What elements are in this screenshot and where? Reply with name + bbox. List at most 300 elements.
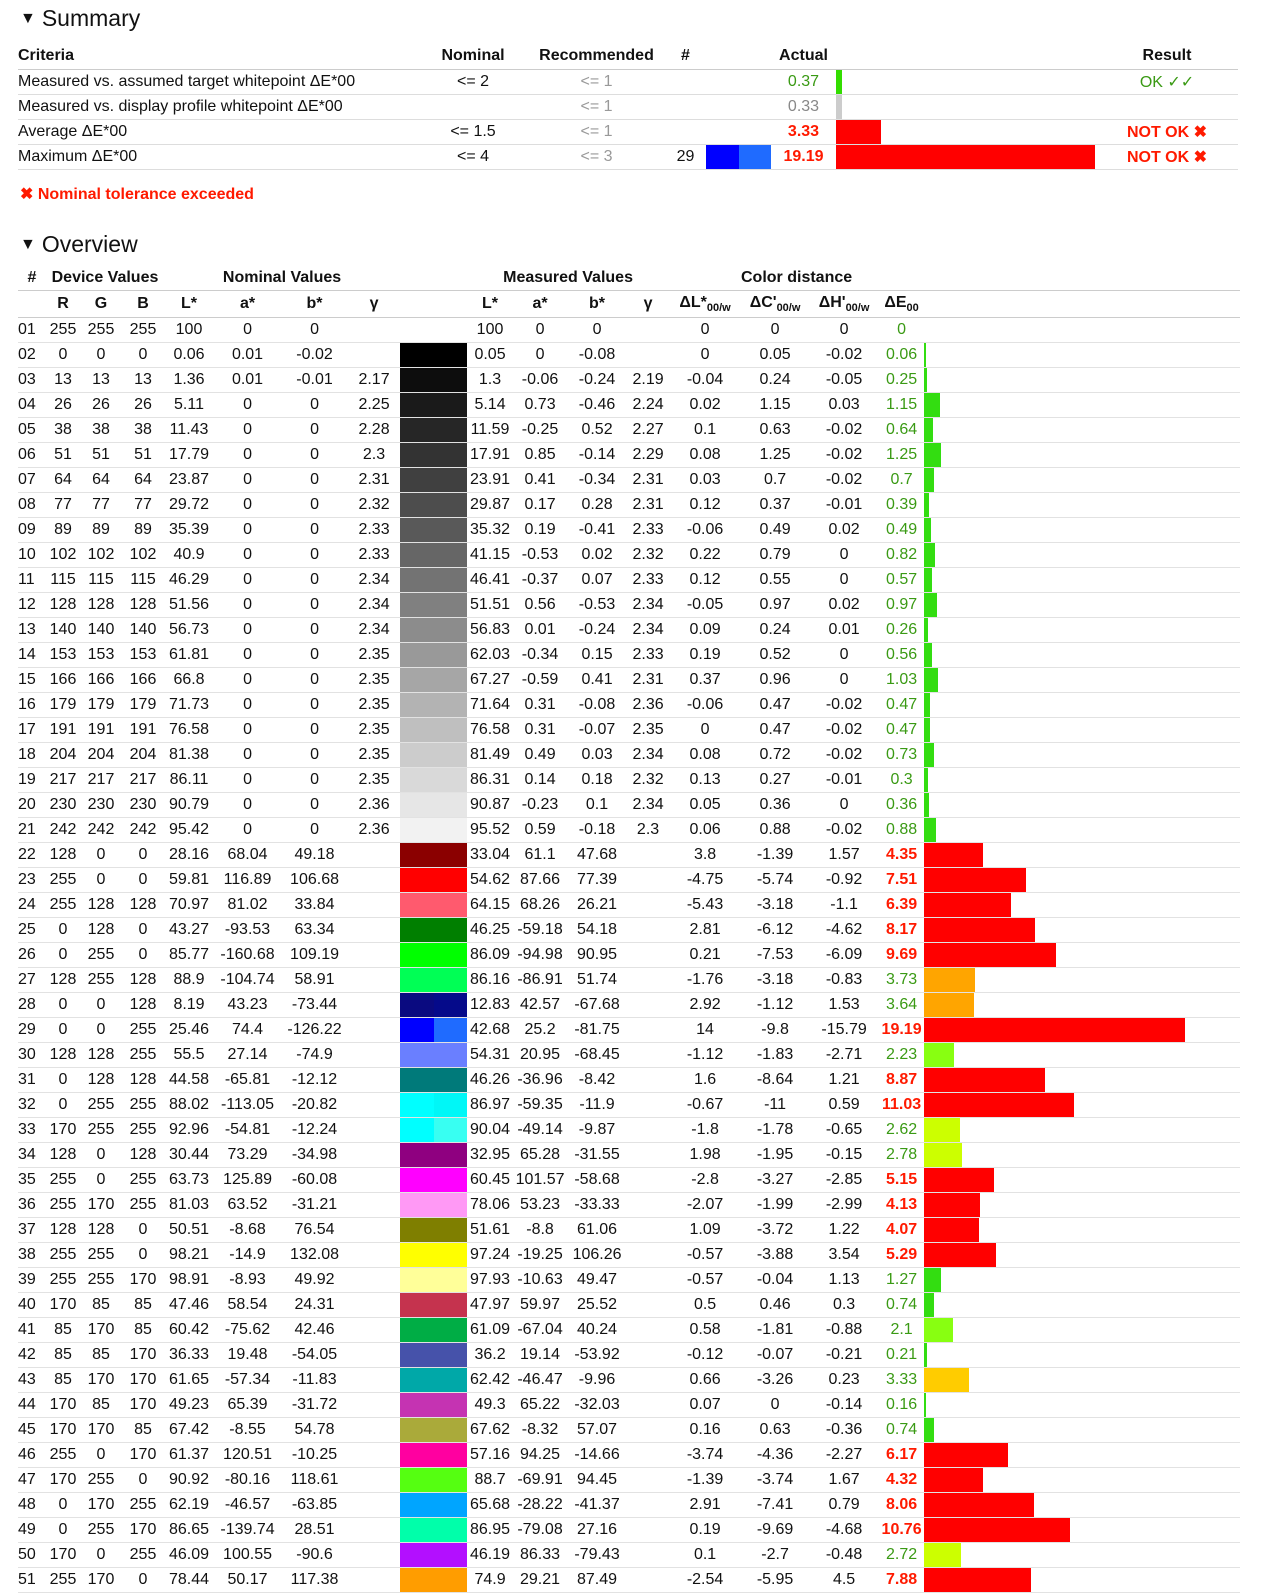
delta-c-cell: -0.04 [741, 1268, 809, 1293]
overview-row [18, 1268, 1240, 1293]
delta-c-cell: 0.47 [741, 693, 809, 718]
patch-number-cell: 01 [18, 318, 46, 343]
overview-row [18, 718, 1240, 743]
device-g-cell: 38 [80, 418, 122, 443]
measured-l-cell: 57.16 [467, 1443, 513, 1468]
device-g-cell: 128 [80, 918, 122, 943]
delta-l-cell: 0.66 [669, 1368, 741, 1393]
overview-heading[interactable] [20, 231, 138, 258]
nominal-a-cell: 19.48 [214, 1343, 281, 1368]
overview-row [18, 668, 1240, 693]
measured-l-cell: 17.91 [467, 443, 513, 468]
nominal-a-cell: 125.89 [214, 1168, 281, 1193]
delta-l-cell: 0.1 [669, 1543, 741, 1568]
device-g-cell: 26 [80, 393, 122, 418]
measured-l-cell: 46.26 [467, 1068, 513, 1093]
nominal-gamma-cell: 2.34 [348, 593, 400, 618]
patch-number-cell: 37 [18, 1218, 46, 1243]
measured-a-cell: 61.1 [513, 843, 567, 868]
measured-b-cell: -0.08 [567, 343, 627, 368]
nominal-swatch [400, 943, 434, 967]
delta-l-cell: -0.06 [669, 693, 741, 718]
delta-e-cell: 2.23 [879, 1043, 924, 1068]
device-r-cell: 0 [46, 1068, 80, 1093]
device-r-cell: 191 [46, 718, 80, 743]
delta-h-header: $\Delta H'_{00/w}$ [809, 291, 879, 318]
delta-h-cell: 0 [809, 643, 879, 668]
nominal-l-cell: 62.19 [164, 1493, 214, 1518]
color-swatch-cell [400, 793, 467, 818]
measured-b-cell: -0.07 [567, 718, 627, 743]
nominal-l-cell: 98.91 [164, 1268, 214, 1293]
delta-e-bar [924, 518, 931, 542]
overview-row [18, 1518, 1240, 1543]
measured-a-cell: -0.23 [513, 793, 567, 818]
nominal-a-cell: -57.34 [214, 1368, 281, 1393]
measured-swatch [434, 968, 468, 992]
measured-swatch [434, 1418, 468, 1442]
swatch-cell [706, 95, 771, 120]
device-g-cell: 115 [80, 568, 122, 593]
delta-c-cell: 0 [741, 318, 809, 343]
nominal-b-cell: 0 [281, 318, 348, 343]
nominal-swatch [400, 1168, 434, 1192]
delta-e-bar [924, 1068, 1045, 1092]
collapse-triangle-icon: ▼ [20, 236, 36, 253]
delta-l-cell: -2.07 [669, 1193, 741, 1218]
measured-swatch [434, 1368, 468, 1392]
overview-row [18, 868, 1240, 893]
nominal-gamma-cell: 2.32 [348, 493, 400, 518]
measured-l-cell: 42.68 [467, 1018, 513, 1043]
delta-e-cell: 0.49 [879, 518, 924, 543]
device-b-cell: 255 [122, 1493, 164, 1518]
nominal-swatch [400, 1318, 434, 1342]
overview-row [18, 568, 1240, 593]
measured-a-cell: -59.35 [513, 1093, 567, 1118]
device-r-cell: 0 [46, 1518, 80, 1543]
measured-a-cell: 0.49 [513, 743, 567, 768]
nominal-l-cell: 66.8 [164, 668, 214, 693]
nominal-gamma-cell: 2.33 [348, 518, 400, 543]
measured-l-cell: 60.45 [467, 1168, 513, 1193]
nominal-l-cell: 81.38 [164, 743, 214, 768]
nominal-a-cell: 0 [214, 668, 281, 693]
delta-l-cell: 2.92 [669, 993, 741, 1018]
delta-e-cell: 0.39 [879, 493, 924, 518]
nominal-a-cell: 0 [214, 768, 281, 793]
nominal-a-cell: -8.68 [214, 1218, 281, 1243]
delta-e-bar-cell [924, 1218, 1240, 1243]
delta-e-bar [924, 918, 1035, 942]
measured-b-cell: 49.47 [567, 1268, 627, 1293]
delta-e-bar [924, 593, 937, 617]
nominal-l-cell: 28.16 [164, 843, 214, 868]
delta-c-cell: 0.24 [741, 368, 809, 393]
delta-h-cell: 0 [809, 668, 879, 693]
measured-l-cell: 81.49 [467, 743, 513, 768]
bar-header [924, 266, 1240, 291]
delta-l-cell: -0.06 [669, 518, 741, 543]
delta-c-cell: 0.63 [741, 1418, 809, 1443]
delta-c-cell: 0.72 [741, 743, 809, 768]
delta-e-bar [836, 120, 881, 144]
delta-l-cell: 1.6 [669, 1068, 741, 1093]
device-b-cell: 255 [122, 1018, 164, 1043]
delta-h-cell: -2.99 [809, 1193, 879, 1218]
measured-a-cell: 0.31 [513, 718, 567, 743]
delta-e-cell: 8.87 [879, 1068, 924, 1093]
measured-l-cell: 100 [467, 318, 513, 343]
delta-l-cell: 0.07 [669, 1393, 741, 1418]
nominal-a-cell: -8.93 [214, 1268, 281, 1293]
device-g-cell: 13 [80, 368, 122, 393]
measured-a-cell: 0 [513, 318, 567, 343]
nominal-l-cell: 90.92 [164, 1468, 214, 1493]
nominal-b-cell: 117.38 [281, 1568, 348, 1593]
device-g-cell: 85 [80, 1343, 122, 1368]
device-g-cell: 255 [80, 943, 122, 968]
nominal-cell: <= 1.5 [418, 120, 528, 145]
nominal-b-cell: 0 [281, 693, 348, 718]
nominal-gamma-cell [348, 1293, 400, 1318]
nominal-l-cell: 95.42 [164, 818, 214, 843]
device-b-cell: 128 [122, 968, 164, 993]
patch-number-cell: 32 [18, 1093, 46, 1118]
delta-l-cell: -1.8 [669, 1118, 741, 1143]
measured-swatch [434, 593, 468, 617]
overview-row [18, 1043, 1240, 1068]
nominal-b-cell: 33.84 [281, 893, 348, 918]
measured-swatch [434, 518, 468, 542]
nominal-gamma-cell [348, 1318, 400, 1343]
patch-number-cell: 03 [18, 368, 46, 393]
measured-swatch [434, 668, 468, 692]
delta-c-cell: 0.52 [741, 643, 809, 668]
measured-gamma-cell [627, 868, 669, 893]
result-cell [1096, 95, 1238, 120]
overview-row [18, 493, 1240, 518]
nominal-a-cell: 81.02 [214, 893, 281, 918]
measured-l-cell: 86.95 [467, 1518, 513, 1543]
delta-c-cell: -3.27 [741, 1168, 809, 1193]
nominal-l-cell: 100 [164, 318, 214, 343]
device-b-cell: 170 [122, 1393, 164, 1418]
delta-c-cell: -3.18 [741, 893, 809, 918]
nominal-b-cell: 0 [281, 393, 348, 418]
nominal-swatch [400, 1418, 434, 1442]
measured-swatch [434, 943, 468, 967]
delta-l-cell: 0.06 [669, 818, 741, 843]
device-g-cell: 102 [80, 543, 122, 568]
delta-l-cell: 0.37 [669, 668, 741, 693]
measured-gamma-cell [627, 918, 669, 943]
summary-heading[interactable] [20, 5, 140, 32]
delta-h-cell: 1.57 [809, 843, 879, 868]
delta-e-bar [924, 468, 934, 492]
delta-l-cell: -5.43 [669, 893, 741, 918]
device-g-cell: 255 [80, 1118, 122, 1143]
delta-e-bar [924, 843, 983, 867]
nominal-swatch [400, 418, 434, 442]
delta-e-bar-cell [924, 1518, 1240, 1543]
measured-l-cell: 5.14 [467, 393, 513, 418]
delta-e-cell: 0.47 [879, 693, 924, 718]
delta-e-bar-cell [924, 1493, 1240, 1518]
delta-e-bar-cell [924, 793, 1240, 818]
measured-l-cell: 46.41 [467, 568, 513, 593]
measured-gamma-cell [627, 1293, 669, 1318]
measured-swatch [434, 718, 468, 742]
nominal-gamma-cell: 2.31 [348, 468, 400, 493]
delta-e-bar [836, 70, 842, 94]
measured-gamma-cell: 2.34 [627, 618, 669, 643]
delta-e-bar [836, 145, 1095, 169]
nominal-b-cell: 54.78 [281, 1418, 348, 1443]
measured-b-cell: 27.16 [567, 1518, 627, 1543]
nominal-a-cell: -14.9 [214, 1243, 281, 1268]
delta-h-cell: -2.85 [809, 1168, 879, 1193]
device-g-cell: 153 [80, 643, 122, 668]
device-g-cell: 217 [80, 768, 122, 793]
color-swatch-cell [400, 493, 467, 518]
device-g-cell: 191 [80, 718, 122, 743]
measured-l-cell: 61.09 [467, 1318, 513, 1343]
delta-e-cell: 8.17 [879, 918, 924, 943]
num-header: # [18, 266, 46, 291]
nominal-b-cell: 109.19 [281, 943, 348, 968]
result-cell: NOT OK ✖ [1096, 120, 1238, 145]
device-r-cell: 0 [46, 1493, 80, 1518]
nominal-gamma-cell: 2.35 [348, 668, 400, 693]
delta-e-bar-cell [924, 1443, 1240, 1468]
patch-number-cell: 09 [18, 518, 46, 543]
delta-e-bar-cell [924, 818, 1240, 843]
delta-e-bar-cell [924, 1118, 1240, 1143]
measured-l-cell: 47.97 [467, 1293, 513, 1318]
delta-l-cell: 0 [669, 343, 741, 368]
device-r-cell: 38 [46, 418, 80, 443]
measured-b-cell: -68.45 [567, 1043, 627, 1068]
overview-sub-header-row [18, 291, 1240, 318]
nominal-b-cell: -126.22 [281, 1018, 348, 1043]
measured-swatch [434, 618, 468, 642]
measured-a-cell: 0.59 [513, 818, 567, 843]
overview-row [18, 768, 1240, 793]
device-g-cell: 255 [80, 1243, 122, 1268]
nominal-l-cell: 61.65 [164, 1368, 214, 1393]
device-r-cell: 0 [46, 918, 80, 943]
patch-number-cell: 38 [18, 1243, 46, 1268]
overview-row [18, 1318, 1240, 1343]
measured-a-cell: -36.96 [513, 1068, 567, 1093]
measured-values-header: Measured Values [467, 266, 669, 291]
nominal-a-cell: 100.55 [214, 1543, 281, 1568]
delta-e-cell: 1.15 [879, 393, 924, 418]
delta-e-bar-cell [924, 1093, 1240, 1118]
device-r-cell: 128 [46, 1143, 80, 1168]
device-b-cell: 0 [122, 868, 164, 893]
nominal-b-cell: 0 [281, 768, 348, 793]
device-b-cell: 230 [122, 793, 164, 818]
device-b-cell: 128 [122, 1143, 164, 1168]
nominal-values-header: Nominal Values [164, 266, 400, 291]
nominal-b-cell: 0 [281, 568, 348, 593]
patch-number-cell: 12 [18, 593, 46, 618]
delta-c-cell: 0 [741, 1393, 809, 1418]
overview-row [18, 993, 1240, 1018]
delta-e-bar [924, 1443, 1008, 1467]
nominal-l-cell: 61.37 [164, 1443, 214, 1468]
device-g-cell: 170 [80, 1368, 122, 1393]
delta-e-cell: 0.3 [879, 768, 924, 793]
nominal-a-cell: 0 [214, 418, 281, 443]
delta-c-cell: -6.12 [741, 918, 809, 943]
measured-b-cell: -14.66 [567, 1443, 627, 1468]
patch-number-cell: 14 [18, 643, 46, 668]
nominal-l-cell: 47.46 [164, 1293, 214, 1318]
color-swatch-cell [400, 343, 467, 368]
delta-h-cell: 1.67 [809, 1468, 879, 1493]
measured-gamma-cell [627, 993, 669, 1018]
nominal-swatch [400, 1443, 434, 1467]
device-g-cell: 51 [80, 443, 122, 468]
delta-e-cell: 2.1 [879, 1318, 924, 1343]
measured-swatch [434, 1043, 468, 1067]
nominal-a-cell: 0 [214, 443, 281, 468]
delta-e-bar-cell [924, 1243, 1240, 1268]
nominal-swatch [400, 668, 434, 692]
device-g-cell: 166 [80, 668, 122, 693]
nominal-b-cell: 0 [281, 468, 348, 493]
nominal-b-cell: -0.02 [281, 343, 348, 368]
nominal-l-cell: 40.9 [164, 543, 214, 568]
overview-row [18, 643, 1240, 668]
g-header: G [80, 291, 122, 318]
measured-b-cell: -0.18 [567, 818, 627, 843]
delta-e-bar [924, 1418, 934, 1442]
delta-l-cell: -2.8 [669, 1168, 741, 1193]
nominal-a-cell: 0 [214, 718, 281, 743]
measured-a-cell: 0.41 [513, 468, 567, 493]
num-cell [665, 95, 706, 120]
delta-e-cell: 4.07 [879, 1218, 924, 1243]
patch-number-cell: 48 [18, 1493, 46, 1518]
color-swatch-cell [400, 1193, 467, 1218]
device-b-cell: 0 [122, 1568, 164, 1593]
delta-l-cell: -4.75 [669, 868, 741, 893]
delta-c-cell: -4.36 [741, 1443, 809, 1468]
device-r-cell: 115 [46, 568, 80, 593]
device-g-cell: 89 [80, 518, 122, 543]
measured-l-cell: 56.83 [467, 618, 513, 643]
measured-a-cell: 65.22 [513, 1393, 567, 1418]
device-b-cell: 102 [122, 543, 164, 568]
measured-b-cell: -53.92 [567, 1343, 627, 1368]
measured-swatch [434, 468, 468, 492]
delta-e-bar [924, 968, 975, 992]
delta-c-cell: 1.25 [741, 443, 809, 468]
measured-l-cell: 67.27 [467, 668, 513, 693]
criteria-cell: Measured vs. display profile whitepoint ΔE*00 [18, 95, 418, 120]
measured-gamma-cell [627, 1093, 669, 1118]
nominal-b-cell: 76.54 [281, 1218, 348, 1243]
measured-gamma-cell [627, 1318, 669, 1343]
nominal-a-cell: -113.05 [214, 1093, 281, 1118]
nominal-b-cell: 42.46 [281, 1318, 348, 1343]
color-swatch-cell [400, 1343, 467, 1368]
device-b-cell: 85 [122, 1418, 164, 1443]
delta-l-cell: 0.05 [669, 793, 741, 818]
num-cell: 29 [665, 145, 706, 170]
delta-e-cell: 0.47 [879, 718, 924, 743]
nominal-swatch [400, 593, 434, 617]
device-b-cell: 85 [122, 1318, 164, 1343]
color-swatch-cell [400, 393, 467, 418]
delta-e-bar-cell [924, 318, 1240, 343]
measured-b-cell: 0.1 [567, 793, 627, 818]
measured-b-cell: 0.07 [567, 568, 627, 593]
device-r-cell: 170 [46, 1393, 80, 1418]
nominal-l-cell: 5.11 [164, 393, 214, 418]
delta-c-cell: -8.64 [741, 1068, 809, 1093]
delta-e-bar-cell [924, 1343, 1240, 1368]
nominal-l-cell: 50.51 [164, 1218, 214, 1243]
nominal-a-cell: 74.4 [214, 1018, 281, 1043]
delta-h-cell: -0.01 [809, 768, 879, 793]
measured-a-cell: 0.31 [513, 693, 567, 718]
delta-e-bar [924, 1118, 960, 1142]
nominal-l-header: L* [164, 291, 214, 318]
overview-row [18, 1568, 1240, 1593]
device-b-cell: 0 [122, 1218, 164, 1243]
device-g-cell: 77 [80, 493, 122, 518]
delta-e-bar [924, 1493, 1034, 1517]
delta-e-bar-cell [924, 968, 1240, 993]
nominal-b-cell: 0 [281, 618, 348, 643]
delta-h-cell: 0.02 [809, 518, 879, 543]
nominal-l-cell: 17.79 [164, 443, 214, 468]
measured-l-cell: 32.95 [467, 1143, 513, 1168]
device-g-cell: 179 [80, 693, 122, 718]
nominal-gamma-cell [348, 1368, 400, 1393]
measured-a-cell: 42.57 [513, 993, 567, 1018]
nominal-b-cell: -73.44 [281, 993, 348, 1018]
nominal-gamma-cell [348, 1218, 400, 1243]
measured-gamma-cell: 2.33 [627, 518, 669, 543]
color-swatch-cell [400, 568, 467, 593]
measured-a-cell: 19.14 [513, 1343, 567, 1368]
measured-a-cell: 0.01 [513, 618, 567, 643]
delta-l-cell: 0.03 [669, 468, 741, 493]
color-swatch-cell [400, 1118, 467, 1143]
device-r-cell: 0 [46, 1018, 80, 1043]
nominal-b-cell: 0 [281, 718, 348, 743]
device-g-cell: 85 [80, 1393, 122, 1418]
delta-e-bar [924, 893, 1011, 917]
device-g-cell: 242 [80, 818, 122, 843]
color-swatch [739, 145, 772, 169]
measured-gamma-cell: 2.33 [627, 568, 669, 593]
device-r-cell: 0 [46, 943, 80, 968]
measured-b-cell: -81.75 [567, 1018, 627, 1043]
overview-row [18, 743, 1240, 768]
nominal-a-cell: -46.57 [214, 1493, 281, 1518]
nominal-b-cell: -54.05 [281, 1343, 348, 1368]
color-swatch-cell [400, 1218, 467, 1243]
overview-row [18, 1443, 1240, 1468]
nominal-gamma-cell [348, 1543, 400, 1568]
